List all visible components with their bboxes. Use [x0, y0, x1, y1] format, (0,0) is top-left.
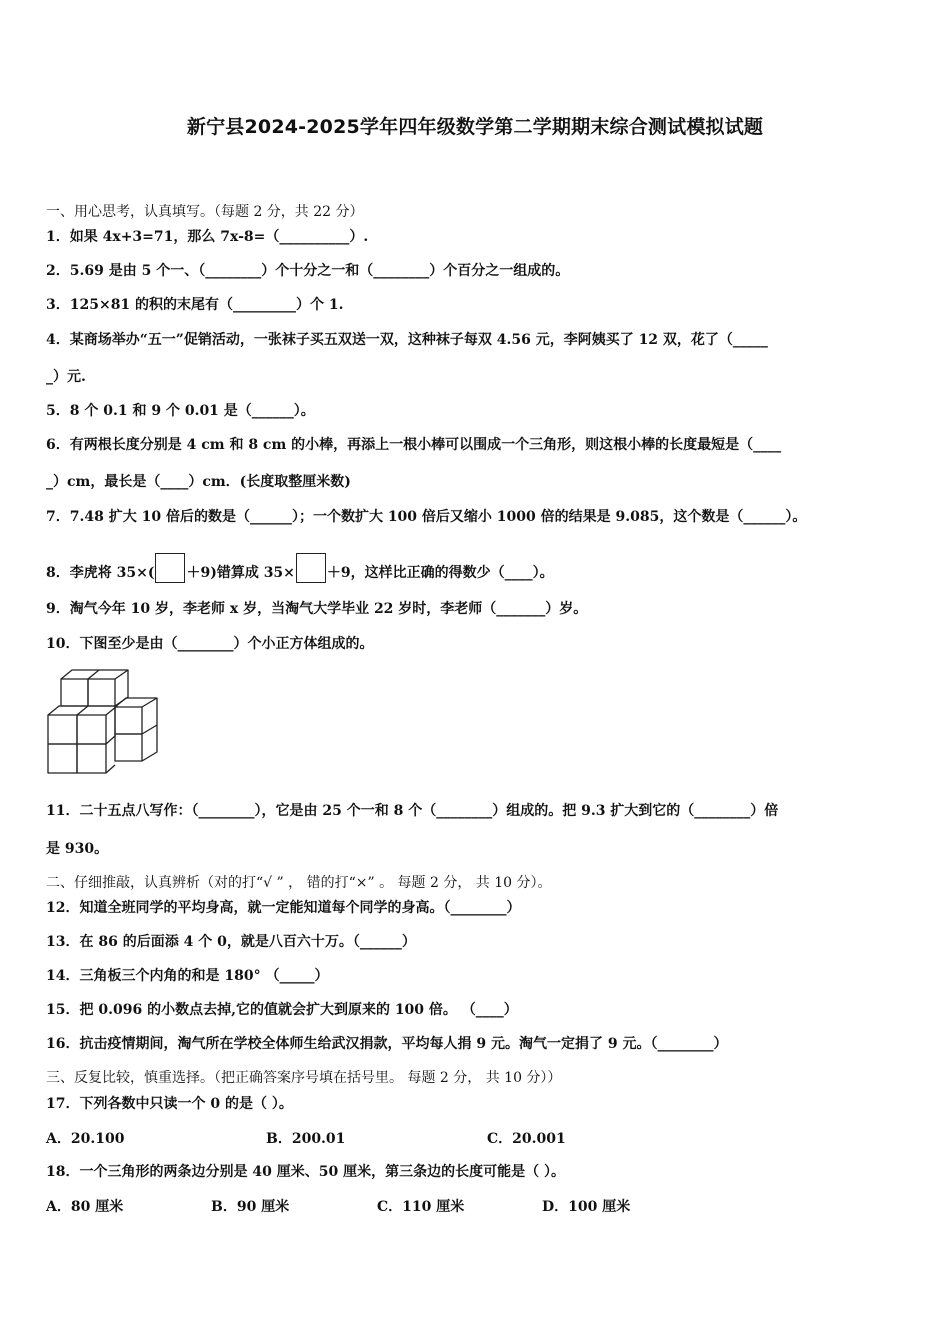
- question-6-line-2: _）cm，最长是（____）cm．(长度取整厘米数): [46, 474, 351, 490]
- question-11-line-1: 11．二十五点八写作：（________），它是由 25 个一和 8 个（________）组成的。把 9.3 扩大到它的（________）倍: [46, 803, 779, 819]
- option-18-b: B．90 厘米: [211, 1199, 290, 1215]
- question-3: 3．125×81 的积的末尾有（_________）个 1.: [46, 297, 344, 313]
- question-8: [46, 553, 906, 583]
- cube: [115, 734, 142, 761]
- cube-edge: [77, 706, 88, 715]
- option-17-c: C．20.001: [487, 1131, 566, 1147]
- option-17-b: B．200.01: [266, 1131, 346, 1147]
- cube: [61, 679, 88, 706]
- cube: [77, 715, 106, 744]
- question-1: 1．如果 4x+3=71，那么 7x-8=（__________）.: [46, 229, 369, 245]
- cube-edge: [88, 670, 99, 679]
- page-title: 新宁县2024-2025学年四年级数学第二学期期末综合测试模拟试题: [186, 116, 764, 138]
- question-11-line-2: 是 930。: [46, 841, 109, 857]
- cube-side-face: [115, 670, 128, 706]
- cube: [88, 679, 115, 706]
- option-18-d: D．100 厘米: [542, 1199, 631, 1215]
- cube: [48, 715, 77, 744]
- option-17-a: A．20.100: [46, 1131, 125, 1147]
- question-15: 15．把 0.096 的小数点去掉,它的值就会扩大到原来的 100 倍。 （____）: [46, 1002, 518, 1018]
- question-12: 12．知道全班同学的平均身高，就一定能知道每个同学的身高。（________）: [46, 900, 521, 916]
- question-14: 14．三角板三个内角的和是 180° （_____）: [46, 968, 329, 984]
- question-7: 7．7.48 扩大 10 倍后的数是（______）；一个数扩大 100 倍后又缩小 1000 倍的结果是 9.085，这个数是（______）。: [46, 509, 807, 525]
- section-1-heading: 一、用心思考，认真填写。（每题 2 分，共 22 分）: [46, 204, 364, 220]
- blank-box: [296, 553, 326, 583]
- cube: [115, 707, 142, 734]
- question-10: 10．下图至少是由（________）个小正方体组成的。: [46, 636, 374, 652]
- question-9: 9．淘气今年 10 岁，李老师 x 岁，当淘气大学毕业 22 岁时，李老师（_______）岁。: [46, 601, 588, 617]
- question-8-part-2: ＋9)错算成 35×: [186, 565, 295, 581]
- cube: [77, 744, 106, 773]
- question-5: 5．8 个 0.1 和 9 个 0.01 是（______）。: [46, 403, 315, 419]
- cube: [48, 744, 77, 773]
- section-2-heading: 二、仔细推敲，认真辨析（对的打“√ ” ， 错的打“×” 。 每题 2 分， 共 10 分）。: [46, 875, 552, 891]
- question-13: 13．在 86 的后面添 4 个 0，就是八百六十万。（______）: [46, 934, 416, 950]
- question-8-part-1: 8．李虎将 35×(: [46, 565, 155, 581]
- question-8-part-3: ＋9，这样比正确的得数少（____）。: [326, 565, 554, 581]
- cube-edge: [142, 725, 157, 734]
- question-17: 17．下列各数中只读一个 0 的是（ ）。: [46, 1096, 293, 1112]
- question-4-line-1: 4．某商场举办“五一”促销活动，一张袜子买五双送一双，这种袜子每双 4.56 元，李阿姨买了 12 双，花了（_____: [46, 332, 768, 348]
- question-6-line-1: 6．有两根长度分别是 4 cm 和 8 cm 的小棒，再添上一根小棒可以围成一个三角形，则这根小棒的长度最短是（____: [46, 437, 782, 453]
- cube-top-face: [115, 698, 157, 707]
- section-3-heading: 三、反复比较，慎重选择。（把正确答案序号填在括号里。 每题 2 分， 共 10 分））: [46, 1070, 562, 1086]
- cube-stack-figure: [46, 668, 162, 776]
- question-2: 2．5.69 是由 5 个一、（________）个十分之一和（________）个百分之一组成的。: [46, 263, 570, 279]
- question-4-line-2: _）元.: [46, 369, 86, 385]
- blank-box: [155, 553, 185, 583]
- option-18-a: A．80 厘米: [46, 1199, 124, 1215]
- cube-edge: [106, 765, 115, 773]
- question-18: 18．一个三角形的两条边分别是 40 厘米、50 厘米，第三条边的长度可能是（ ）。: [46, 1164, 565, 1180]
- option-18-c: C．110 厘米: [377, 1199, 465, 1215]
- question-16: 16．抗击疫情期间，淘气所在学校全体师生给武汉捐款，平均每人捐 9 元。淘气一定捐了 9 元。（________）: [46, 1036, 728, 1052]
